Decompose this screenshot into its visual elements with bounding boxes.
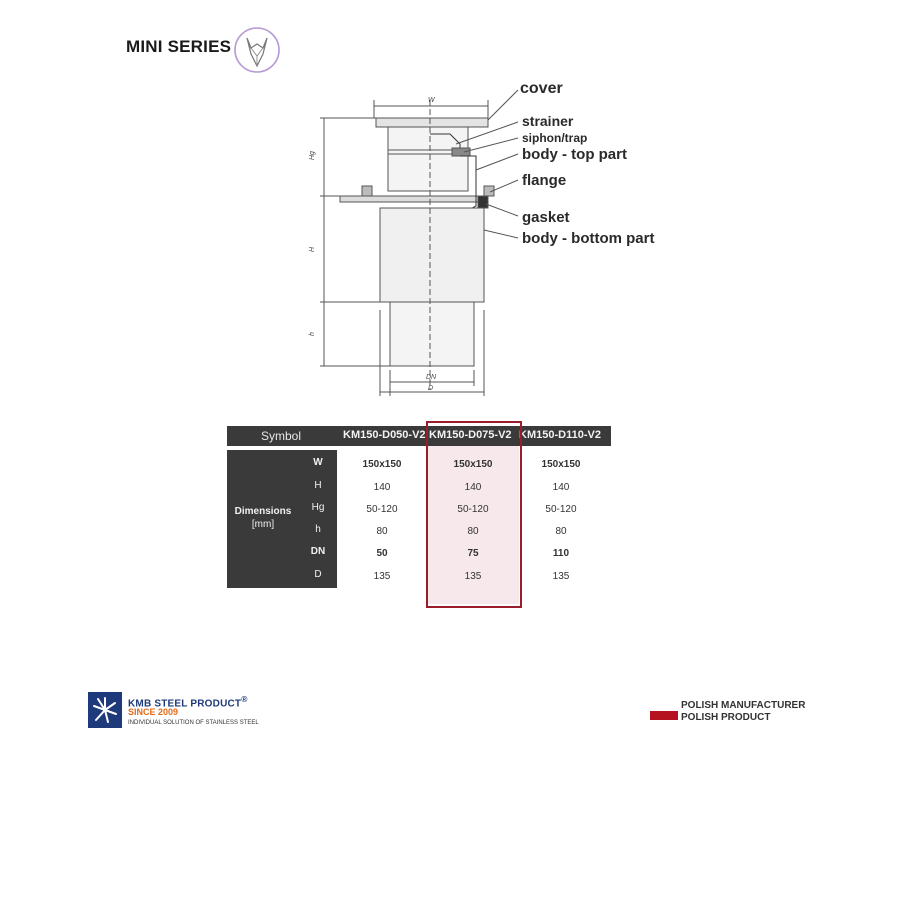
series-title: MINI SERIES (126, 37, 232, 56)
table-cell: 50-120 (545, 504, 577, 515)
table-cell: 135 (464, 571, 482, 582)
table-cell: 75 (467, 548, 479, 559)
header-col-1: KM150-D050-V2 (343, 429, 426, 441)
group-label-unit: [mm] (251, 519, 275, 530)
table-cell: 140 (552, 482, 570, 493)
param-dn: DN (310, 546, 326, 557)
header-col-2: KM150-D075-V2 (429, 429, 512, 441)
param-hg: Hg (311, 502, 325, 513)
brand-since: SINCE 2009 (128, 707, 179, 717)
header-symbol: Symbol (261, 429, 302, 443)
dim-label-hg: Hg (309, 151, 316, 160)
polish-flag-bar (650, 711, 678, 720)
brand-name: KMB STEEL PRODUCT® (128, 694, 248, 710)
dim-label-d: D (428, 385, 434, 392)
table-cell: 80 (467, 526, 479, 537)
kmb-logo-icon (88, 692, 122, 728)
callout-siphon-trap: siphon/trap (522, 131, 588, 145)
table-cell: 150x150 (541, 459, 581, 470)
table-cell: 135 (373, 571, 391, 582)
param-h-lower: h (315, 524, 321, 535)
origin-product: POLISH PRODUCT (681, 712, 771, 723)
dim-label-w: W (428, 97, 435, 104)
group-label-dimensions: Dimensions (234, 506, 292, 517)
table-cell: 80 (376, 526, 388, 537)
table-cell: 150x150 (453, 459, 493, 470)
param-w: W (313, 457, 323, 468)
table-cell: 135 (552, 571, 570, 582)
drain-cross-section-diagram (300, 80, 720, 410)
callout-cover: cover (520, 80, 563, 97)
dimensions-table (227, 426, 611, 588)
table-cell: 50-120 (366, 504, 398, 515)
header-col-3: KM150-D110-V2 (519, 429, 601, 441)
table-cell: 80 (555, 526, 567, 537)
callout-gasket: gasket (522, 209, 570, 226)
parameter-column (299, 450, 337, 588)
callout-body-bottom: body - bottom part (522, 230, 655, 247)
origin-manufacturer: POLISH MANUFACTURER (681, 700, 806, 711)
callout-body-top: body - top part (522, 146, 627, 163)
brand-tagline: INDIVIDUAL SOLUTION OF STAINLESS STEEL (128, 720, 259, 726)
table-cell: 150x150 (362, 459, 402, 470)
callout-flange: flange (522, 172, 567, 189)
dim-label-h-lower: h (309, 332, 316, 336)
table-cell: 140 (373, 482, 391, 493)
fox-logo-icon (233, 26, 281, 74)
table-cell: 50 (376, 548, 388, 559)
param-d: D (314, 569, 322, 580)
param-h-upper: H (314, 480, 322, 491)
dim-label-h-upper: H (309, 246, 316, 252)
table-cell: 50-120 (457, 504, 489, 515)
table-cell: 110 (552, 548, 570, 559)
callout-strainer: strainer (522, 113, 574, 129)
highlighted-column-frame (426, 421, 522, 608)
table-cell: 140 (464, 482, 482, 493)
dim-label-dn: DN (426, 374, 437, 381)
